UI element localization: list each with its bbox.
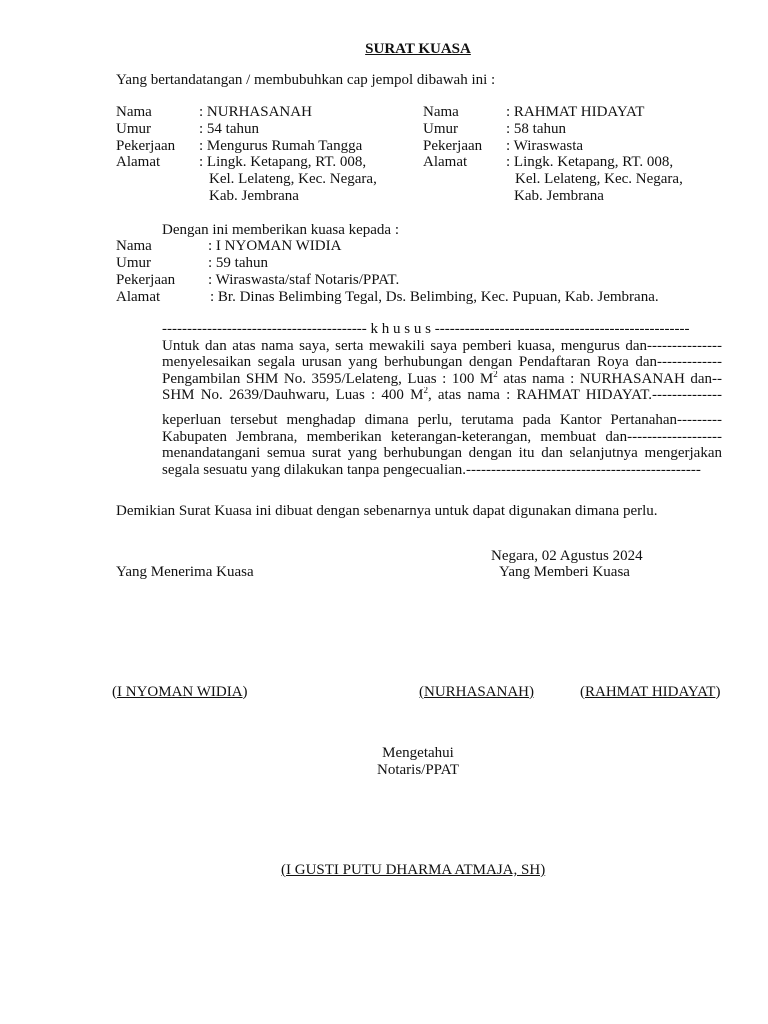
giver-label: Yang Memberi Kuasa [499, 564, 630, 580]
witness-signature-name: (I GUSTI PUTU DHARMA ATMAJA, SH) [281, 862, 546, 878]
grantee-umur: : 59 tahun [208, 255, 268, 271]
grantee-alamat: : Br. Dinas Belimbing Tegal, Ds. Belimbing, Kec. Pupuan, Kab. Jembrana. [210, 289, 659, 305]
grantor-1-pekerjaan: : Mengurus Rumah Tangga [199, 138, 363, 154]
open-paren: ( [112, 684, 117, 700]
close-paren: ) [242, 684, 248, 700]
grantor-2-pekerjaan-label: Pekerjaan [423, 138, 483, 154]
grantor-1-umur: : 54 tahun [199, 121, 259, 137]
close-paren: ) [715, 684, 721, 700]
close-paren: ) [529, 684, 535, 700]
para1-line-2: menyelesaikan segala urusan yang berhubungan dengan Pendaftaran Roya dan------------- [162, 354, 722, 370]
grantor-2-nama-label: Nama [423, 104, 459, 120]
para1-line-3-a: Pengambilan SHM No. 3595/Lelateng, Luas : 100 M [162, 371, 494, 387]
witness-line-1: Mengetahui [382, 745, 454, 761]
signature-receiver [112, 684, 248, 701]
signature-giver-1 [419, 684, 534, 701]
grantor-1-alamat-line-3: Kab. Jembrana [209, 188, 299, 204]
para2-line-4: segala sesuatu yang dilakukan tanpa pengecualian.----------------------------------------------- [162, 462, 701, 478]
para1-line-3 [162, 371, 722, 388]
grantor-2-umur: : 58 tahun [506, 121, 566, 137]
grantor-1-alamat-line-2: Kel. Lelateng, Kec. Negara, [209, 171, 377, 187]
grantor-2-alamat-line-1: : Lingk. Ketapang, RT. 008, [506, 154, 674, 170]
intro-text: Yang bertandatangan / membubuhkan cap jempol dibawah ini : [116, 72, 496, 88]
grantee-nama-label: Nama [116, 238, 152, 254]
para1-line-4-sup: 2 [423, 387, 428, 395]
grantor-2-nama: : RAHMAT HIDAYAT [506, 104, 645, 120]
grantor-1-nama: : NURHASANAH [199, 104, 312, 120]
para2-line-1: keperluan tersebut menghadap dimana perlu, terutama pada Kantor Pertanahan--------- [162, 412, 722, 428]
open-paren: ( [419, 684, 424, 700]
grantor-1-alamat-line-1: : Lingk. Ketapang, RT. 008, [199, 154, 367, 170]
grantor-2-pekerjaan: : Wiraswasta [506, 138, 584, 154]
para2-line-2: Kabupaten Jembrana, memberikan keterangan-keterangan, membuat dan------------------- [162, 429, 722, 445]
grantor-1-alamat-label: Alamat [116, 154, 161, 170]
signature-giver-1-name: NURHASANAH [424, 684, 530, 700]
grantor-1-nama-label: Nama [116, 104, 152, 120]
grantor-1-pekerjaan-label: Pekerjaan [116, 138, 176, 154]
para1-line-3-sup: 2 [493, 371, 498, 379]
grantee-pekerjaan-label: Pekerjaan [116, 272, 176, 288]
grantor-2-alamat-line-3: Kab. Jembrana [514, 188, 604, 204]
grantee-nama: : I NYOMAN WIDIA [208, 238, 342, 254]
khusus-divider: ----------------------------------------- k h u s u s --------------------------------------------------- [162, 321, 690, 337]
para1-line-4 [162, 387, 722, 404]
place-date: Negara, 02 Agustus 2024 [491, 548, 643, 564]
para1-line-3-b: atas nama : NURHASANAH dan-- [497, 371, 722, 387]
grantee-pekerjaan: : Wiraswasta/staf Notaris/PPAT. [208, 272, 400, 288]
grantee-umur-label: Umur [116, 255, 151, 271]
closing-statement: Demikian Surat Kuasa ini dibuat dengan sebenarnya untuk dapat digunakan dimana perlu. [116, 503, 658, 519]
open-paren: ( [580, 684, 585, 700]
grantor-2-umur-label: Umur [423, 121, 458, 137]
para1-line-1: Untuk dan atas nama saya, serta mewakili saya pemberi kuasa, mengurus dan--------------- [162, 338, 722, 354]
grant-intro: Dengan ini memberikan kuasa kepada : [162, 222, 399, 238]
document-title: SURAT KUASA [365, 41, 471, 57]
signature-receiver-name: I NYOMAN WIDIA [117, 684, 243, 700]
para1-line-4-b: , atas nama : RAHMAT HIDAYAT.-------------- [427, 387, 722, 403]
signature-giver-2-name: RAHMAT HIDAYAT [585, 684, 716, 700]
grantor-2-alamat-label: Alamat [423, 154, 468, 170]
grantor-1-umur-label: Umur [116, 121, 151, 137]
para2-line-3: menandatangani semua surat yang berhubungan dengan itu dan selanjutnya mengerjakan [162, 445, 722, 461]
para1-line-4-a: SHM No. 2639/Dauhwaru, Luas : 400 M [162, 387, 424, 403]
grantor-2-alamat-line-2: Kel. Lelateng, Kec. Negara, [515, 171, 683, 187]
witness-line-2: Notaris/PPAT [377, 762, 459, 778]
receiver-label: Yang Menerima Kuasa [116, 564, 254, 580]
signature-giver-2 [580, 684, 720, 701]
grantee-alamat-label: Alamat [116, 289, 161, 305]
